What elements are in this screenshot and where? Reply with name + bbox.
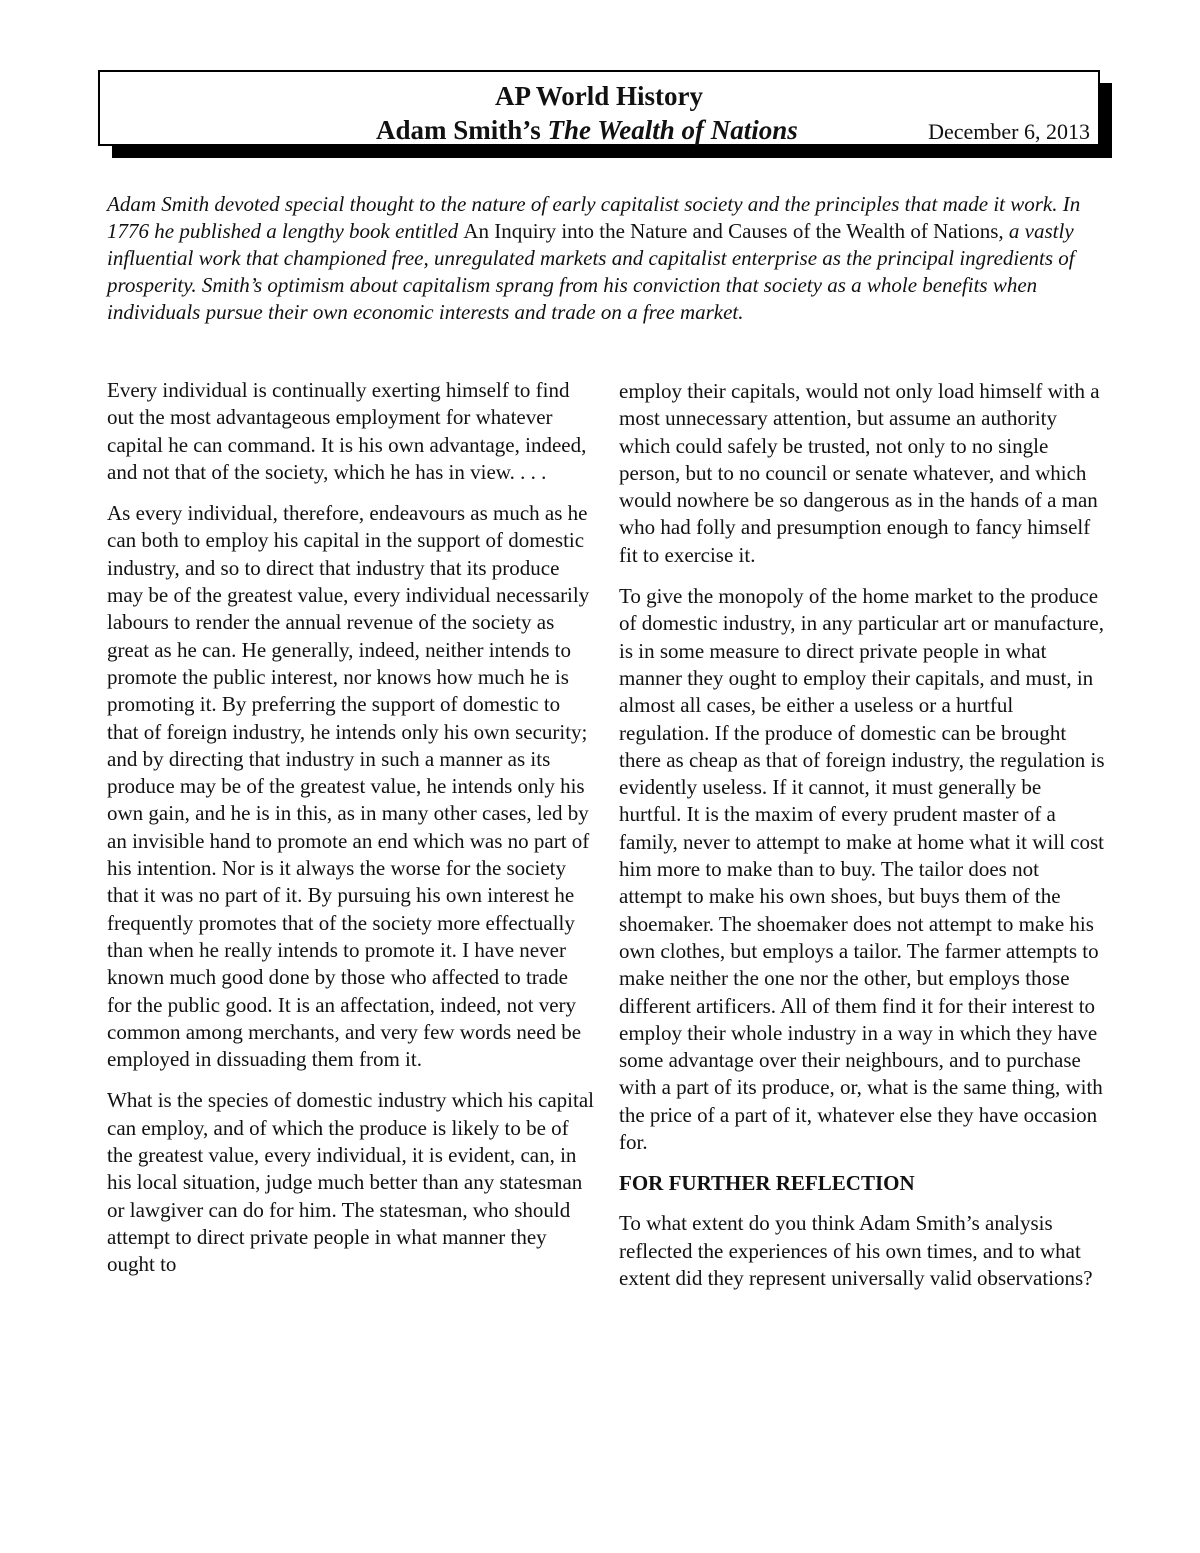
document-title-prefix: Adam Smith’s — [376, 115, 548, 145]
left-paragraph-2: As every individual, therefore, endeavours as much as he can both to employ his capital in the support of domestic industry, and so to direct that industry that its produce may be of the greatest value, every individual necessarily labours to render the annual revenue of the society as great as he can. He generally, indeed, neither intends to promote the public interest, nor knows how much he is promoting it. By preferring the support of domestic to that of foreign industry, he intends only his own security; and by directing that industry in such a manner as its produce may be of the greatest value, he intends only his own gain, and he is in this, as in many other cases, led by an invisible hand to promote an end which was no part of his intention. Nor is it always the worse for the society that it was no part of it. By pursuing his own interest he frequently promotes that of the society more effectually than when he really intends to promote it. I have never known much good done by those who affected to trade for the public good. It is an affectation, indeed, not very common among merchants, and very few words need be employed in dissuading them from it. — [107, 501, 590, 1072]
reflection-question: To what extent do you think Adam Smith’s analysis reflected the experiences of his own times, and to what extent did they represent universally valid observations? — [619, 1211, 1093, 1290]
header-box — [98, 70, 1100, 146]
intro-paragraph — [107, 191, 1097, 326]
reflection-heading: FOR FURTHER REFLECTION — [619, 1171, 915, 1196]
intro-text-1: Adam Smith devoted special thought to the nature of early capitalist society and the principles that made it work. In 1776 he published a lengthy book entitled — [107, 192, 1081, 243]
intro-book-title: An Inquiry into the Nature and Causes of the Wealth of Nations — [463, 219, 999, 243]
right-paragraph-1: employ their capitals, would not only load himself with a most unnecessary attention, but assume an authority which could safely be trusted, not only to no single person, but to no council or senate whatever, and which would nowhere be so dangerous as in the hands of a man who had folly and presumption enough to fancy himself fit to exercise it. — [619, 379, 1100, 567]
left-paragraph-1: Every individual is continually exerting himself to find out the most advantageous employment for whatever capital he can command. It is his own advantage, indeed, and not that of the society, which he has in view. . . . — [107, 378, 587, 484]
right-column — [619, 378, 1106, 1306]
intro-text-2: , a vastly influential work that championed free, unregulated markets and capitalist enterprise as the principal ingredients of prosperity. Smith’s optimism about capitalism sprang from his conviction that society as a whole benefits when individuals pursue their own economic interests and trade on a free market. — [107, 219, 1075, 324]
book-title: The Wealth of Nations — [547, 115, 798, 145]
left-column — [107, 377, 594, 1293]
course-title: AP World History — [494, 81, 703, 111]
left-paragraph-3: What is the species of domestic industry which his capital can employ, and of which the produce is likely to be of the greatest value, every individual, it is evident, can, in his local situation, judge much better than any statesman or lawgiver can do for him. The statesman, who should attempt to direct private people in what manner they ought to — [107, 1088, 594, 1277]
right-paragraph-2: To give the monopoly of the home market to the produce of domestic industry, in any particular art or manufacture, is in some measure to direct private people in what manner they ought to employ their capitals, and must, in almost all cases, be either a useless or a hurtful regulation. If the produce of domestic can be brought there as cheap as that of foreign industry, the regulation is evidently useless. If it cannot, it must generally be hurtful. It is the maxim of every prudent master of a family, never to attempt to make at home what it will cost him more to make than to buy. The tailor does not attempt to make his own shoes, but buys them of the shoemaker. The shoemaker does not attempt to make his own clothes, but employs a tailor. The farmer attempts to make neither the one nor the other, but employs those different artificers. All of them find it for their interest to employ their whole industry in a way in which they have some advantage over their neighbours, and to purchase with a part of its produce, or, what is the same thing, with the price of a part of it, whatever else they have occasion for. — [619, 584, 1105, 1155]
document-date: December 6, 2013 — [928, 119, 1090, 144]
document-title — [376, 114, 798, 146]
